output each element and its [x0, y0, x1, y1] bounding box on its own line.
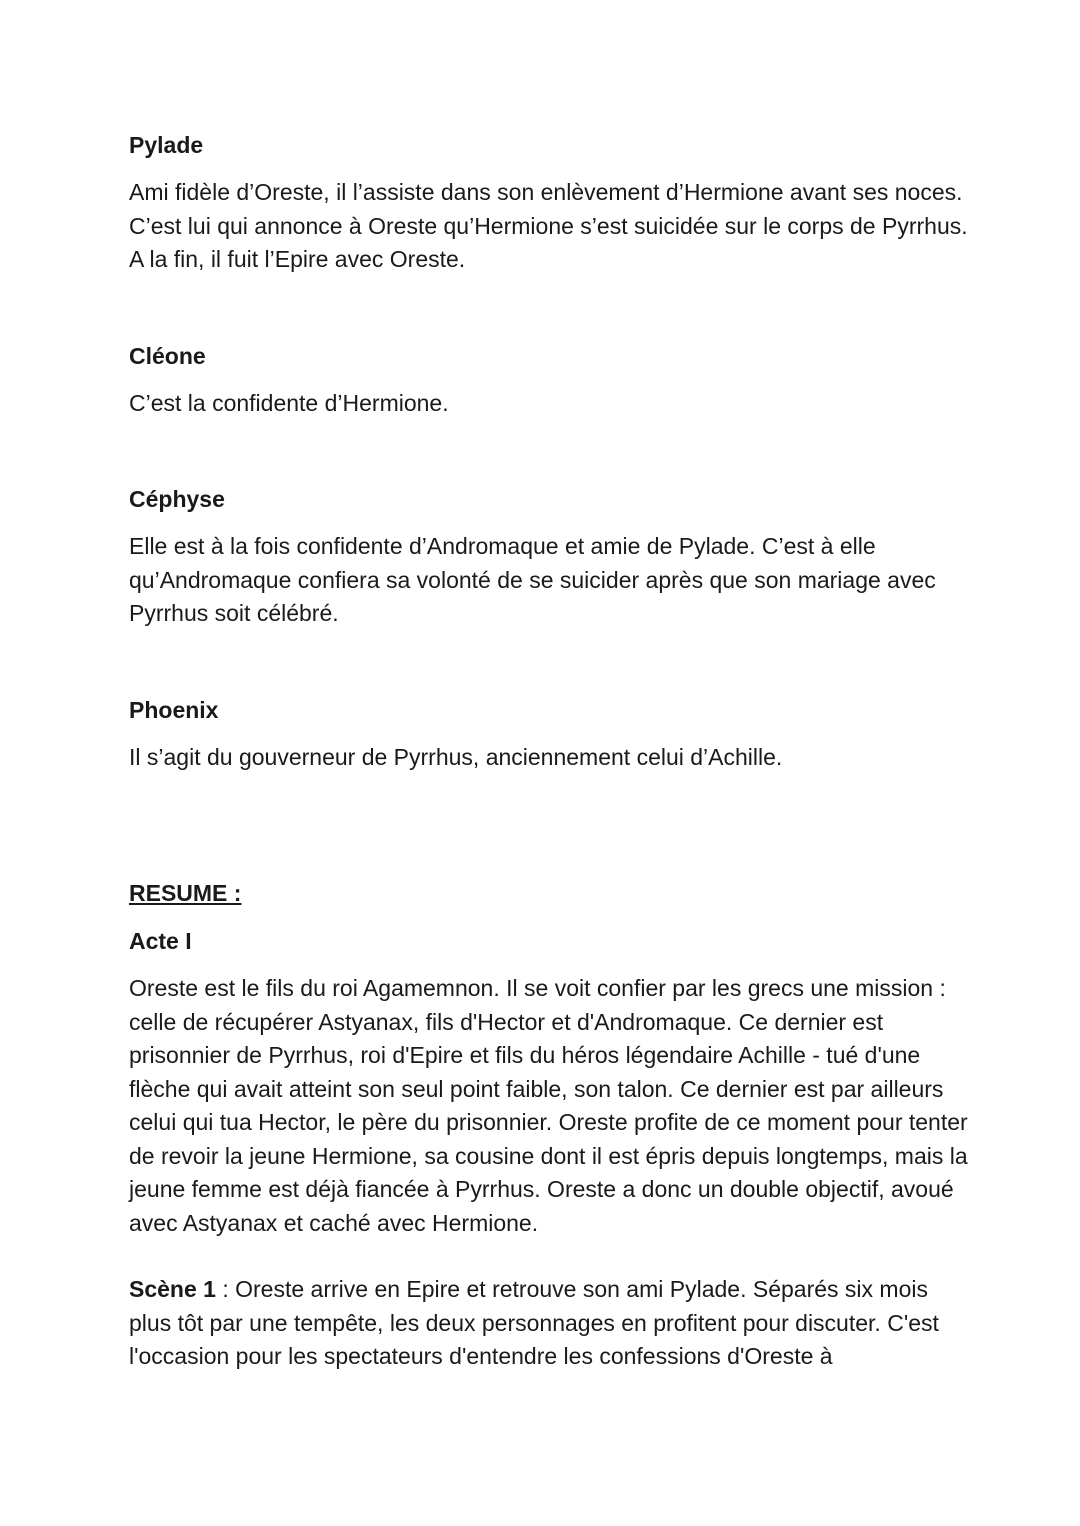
summary-heading: RESUME :	[129, 880, 242, 906]
scene-label: Scène 1	[129, 1276, 216, 1302]
character-name-phoenix: Phoenix	[129, 697, 219, 723]
character-description-cleone: C’est la confidente d’Hermione.	[129, 390, 449, 416]
scene-text: : Oreste arrive en Epire et retrouve son ami Pylade. Séparés six mois plus tôt par une tempête, les deux personnages en profitent pour discuter. C'est l'occasion pour les spectateurs d'entendre les confessions d'Oreste à	[129, 1276, 939, 1369]
act-summary-paragraph: Oreste est le fils du roi Agamemnon. Il se voit confier par les grecs une mission : celle de récupérer Astyanax, fils d'Hector et d'Andromaque. Ce dernier est prisonnier de Pyrrhus, roi d'Epire et fils du héros légendaire Achille - tué d'une flèche qui avait atteint son seul point faible, son talon. Ce dernier est par ailleurs celui qui tua Hector, le père du prisonnier. Oreste profite de ce moment pour tenter de revoir la jeune Hermione, sa cousine dont il est épris depuis longtemps, mais la jeune femme est déjà fiancée à Pyrrhus. Oreste a donc un double objectif, avoué avec Astyanax et caché avec Hermione.	[129, 975, 968, 1236]
character-description-pylade: Ami fidèle d’Oreste, il l’assiste dans son enlèvement d’Hermione avant ses noces. C’est lui qui annonce à Oreste qu’Hermione s’est suicidée sur le corps de Pyrrhus. A la fin, il fuit l’Epire avec Oreste.	[129, 179, 968, 272]
character-name-cephyse: Céphyse	[129, 486, 225, 512]
character-name-cleone: Cléone	[129, 343, 206, 369]
character-name-pylade: Pylade	[129, 132, 204, 158]
scene-summary-paragraph	[129, 1273, 969, 1374]
character-description-phoenix: Il s’agit du gouverneur de Pyrrhus, anciennement celui d’Achille.	[129, 744, 783, 770]
act-title: Acte I	[129, 928, 192, 954]
character-description-cephyse: Elle est à la fois confidente d’Andromaque et amie de Pylade. C’est à elle qu’Andromaque confiera sa volonté de se suicider après que son mariage avec Pyrrhus soit célébré.	[129, 533, 936, 626]
